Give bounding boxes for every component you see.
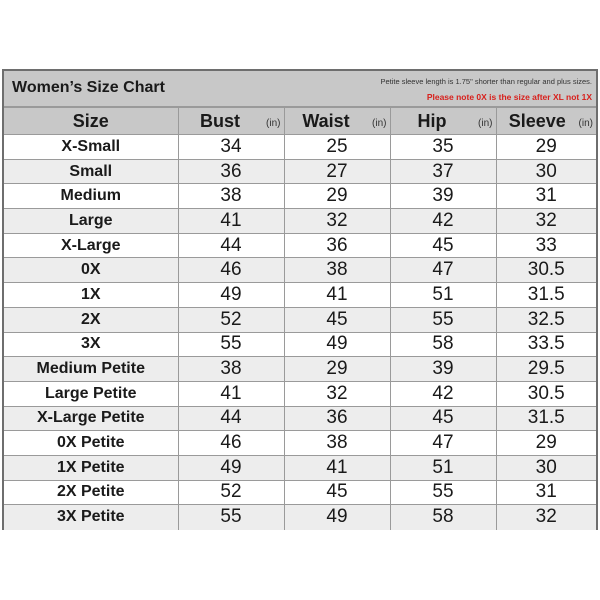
table-row: [4, 307, 596, 332]
cell-hip: 47: [390, 431, 496, 456]
header-hip: [390, 108, 496, 135]
cell-bust: 46: [178, 431, 284, 456]
cell-sleeve: 29.5: [496, 357, 596, 382]
cell-waist: 29: [284, 184, 390, 209]
cell-hip: 39: [390, 357, 496, 382]
cell-bust: 49: [178, 455, 284, 480]
table-row: [4, 480, 596, 505]
cell-bust: 41: [178, 381, 284, 406]
cell-size: X-Large: [4, 233, 178, 258]
header-bust: [178, 108, 284, 135]
header-waist-unit: (in): [372, 118, 387, 129]
cell-size: 3X Petite: [4, 505, 178, 530]
table-row: [4, 184, 596, 209]
cell-size: Large Petite: [4, 381, 178, 406]
petite-sleeve-note: Petite sleeve length is 1.75" shorter than regular and plus sizes.: [380, 77, 592, 86]
cell-hip: 42: [390, 381, 496, 406]
chart-header: [4, 71, 596, 107]
cell-waist: 41: [284, 283, 390, 308]
cell-size: 2X: [4, 307, 178, 332]
cell-bust: 38: [178, 357, 284, 382]
cell-waist: 36: [284, 406, 390, 431]
cell-size: 0X: [4, 258, 178, 283]
header-waist: [284, 108, 390, 135]
table-row: [4, 357, 596, 382]
cell-size: Small: [4, 159, 178, 184]
cell-hip: 58: [390, 505, 496, 530]
cell-sleeve: 33: [496, 233, 596, 258]
cell-size: Medium Petite: [4, 357, 178, 382]
cell-bust: 52: [178, 480, 284, 505]
cell-size: Large: [4, 209, 178, 234]
header-hip-unit: (in): [478, 118, 493, 129]
table-row: [4, 431, 596, 456]
cell-waist: 27: [284, 159, 390, 184]
table-header-row: [4, 108, 596, 135]
cell-size: 2X Petite: [4, 480, 178, 505]
header-hip-label: Hip: [417, 110, 447, 131]
cell-waist: 32: [284, 381, 390, 406]
table-row: [4, 505, 596, 530]
table-row: [4, 283, 596, 308]
cell-size: 1X Petite: [4, 455, 178, 480]
cell-hip: 47: [390, 258, 496, 283]
table-row: [4, 209, 596, 234]
cell-hip: 42: [390, 209, 496, 234]
cell-bust: 36: [178, 159, 284, 184]
cell-hip: 39: [390, 184, 496, 209]
cell-sleeve: 31: [496, 480, 596, 505]
table-row: [4, 381, 596, 406]
cell-bust: 46: [178, 258, 284, 283]
table-row: [4, 406, 596, 431]
cell-waist: 32: [284, 209, 390, 234]
cell-bust: 38: [178, 184, 284, 209]
header-bust-label: Bust: [200, 110, 240, 131]
plus-size-note: Please note 0X is the size after XL not 1X: [426, 92, 592, 102]
cell-waist: 41: [284, 455, 390, 480]
cell-sleeve: 32: [496, 209, 596, 234]
cell-waist: 45: [284, 480, 390, 505]
cell-waist: 49: [284, 332, 390, 357]
cell-size: X-Large Petite: [4, 406, 178, 431]
cell-bust: 55: [178, 332, 284, 357]
cell-sleeve: 29: [496, 135, 596, 160]
cell-size: X-Small: [4, 135, 178, 160]
table-row: [4, 233, 596, 258]
size-chart: [2, 69, 598, 530]
cell-hip: 55: [390, 307, 496, 332]
cell-waist: 45: [284, 307, 390, 332]
cell-bust: 52: [178, 307, 284, 332]
cell-sleeve: 30.5: [496, 381, 596, 406]
cell-waist: 25: [284, 135, 390, 160]
cell-size: Medium: [4, 184, 178, 209]
cell-sleeve: 29: [496, 431, 596, 456]
cell-bust: 49: [178, 283, 284, 308]
cell-sleeve: 30: [496, 159, 596, 184]
header-size-label: Size: [72, 110, 109, 131]
cell-bust: 55: [178, 505, 284, 530]
cell-hip: 58: [390, 332, 496, 357]
cell-size: 3X: [4, 332, 178, 357]
cell-size: 0X Petite: [4, 431, 178, 456]
header-waist-label: Waist: [302, 110, 350, 131]
cell-sleeve: 30: [496, 455, 596, 480]
table-row: [4, 455, 596, 480]
header-sleeve: [496, 108, 596, 135]
table-row: [4, 332, 596, 357]
cell-bust: 44: [178, 233, 284, 258]
header-sleeve-label: Sleeve: [508, 110, 566, 131]
cell-hip: 37: [390, 159, 496, 184]
cell-waist: 38: [284, 431, 390, 456]
cell-sleeve: 30.5: [496, 258, 596, 283]
header-sleeve-unit: (in): [578, 118, 593, 129]
cell-waist: 36: [284, 233, 390, 258]
chart-title: Women’s Size Chart: [12, 79, 165, 96]
table-row: [4, 258, 596, 283]
cell-hip: 45: [390, 406, 496, 431]
size-rows: [4, 135, 596, 530]
header-bust-unit: (in): [266, 118, 281, 129]
cell-sleeve: 32: [496, 505, 596, 530]
size-table: [4, 107, 596, 530]
cell-waist: 49: [284, 505, 390, 530]
cell-hip: 51: [390, 283, 496, 308]
cell-bust: 44: [178, 406, 284, 431]
cell-bust: 41: [178, 209, 284, 234]
cell-hip: 51: [390, 455, 496, 480]
table-row: [4, 159, 596, 184]
header-size: [4, 108, 178, 135]
cell-sleeve: 32.5: [496, 307, 596, 332]
cell-sleeve: 31.5: [496, 283, 596, 308]
cell-waist: 29: [284, 357, 390, 382]
cell-waist: 38: [284, 258, 390, 283]
cell-bust: 34: [178, 135, 284, 160]
cell-sleeve: 31: [496, 184, 596, 209]
cell-sleeve: 31.5: [496, 406, 596, 431]
table-row: [4, 135, 596, 160]
cell-hip: 45: [390, 233, 496, 258]
cell-sleeve: 33.5: [496, 332, 596, 357]
cell-hip: 35: [390, 135, 496, 160]
cell-hip: 55: [390, 480, 496, 505]
cell-size: 1X: [4, 283, 178, 308]
